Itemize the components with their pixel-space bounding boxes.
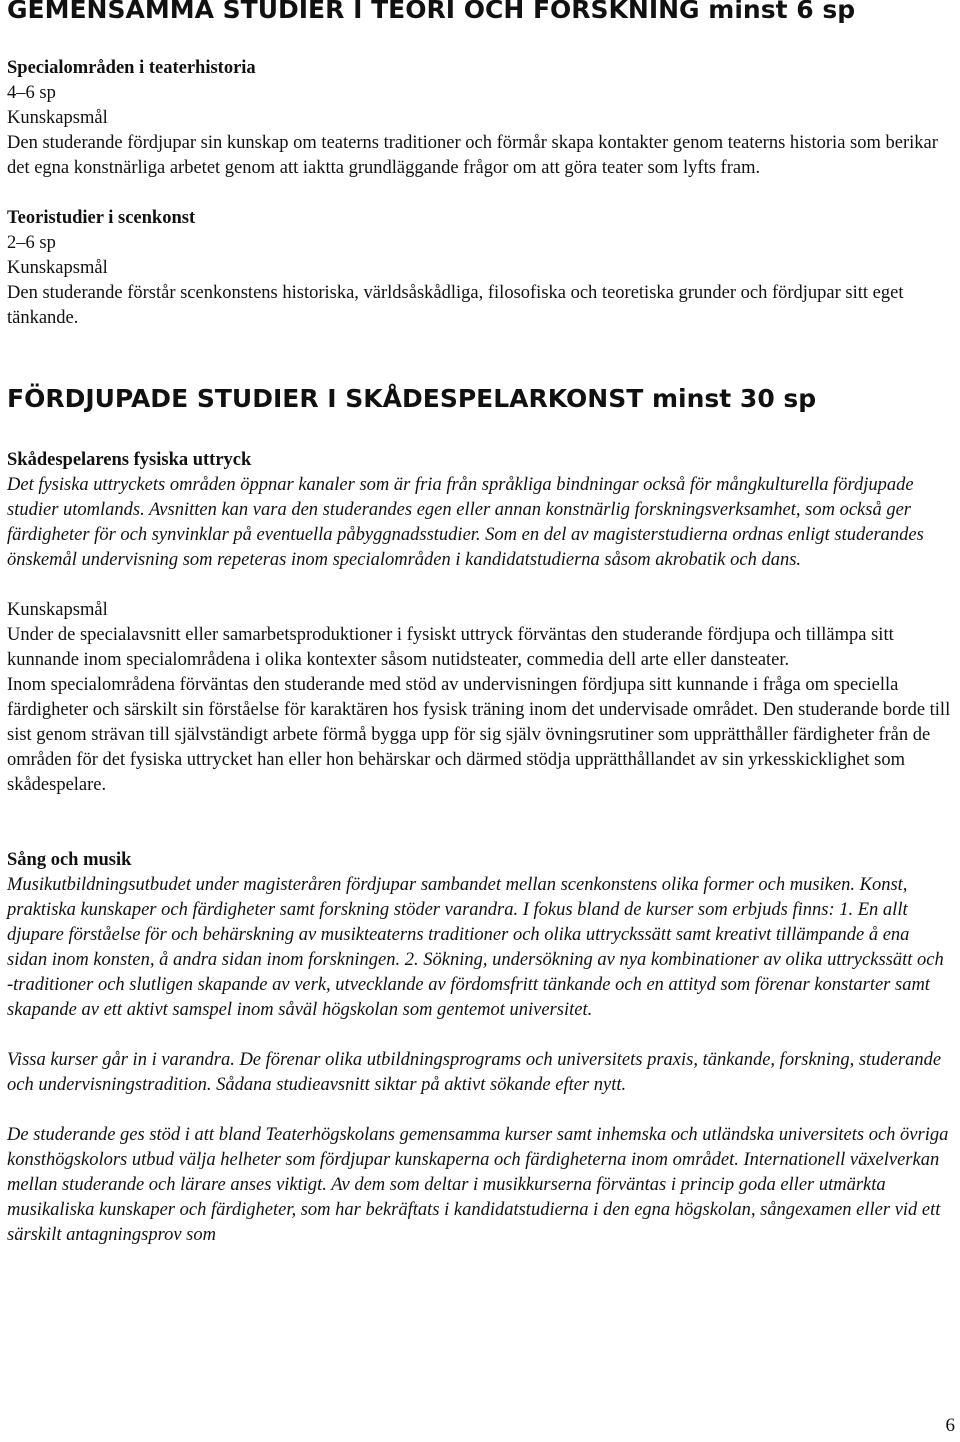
course-paragraph: De studerande ges stöd i att bland Teaterhögskolans gemensamma kurser samt inhemska och utländska universitets och övriga konsthögskolors utbud välja helheter som fördjupar kunskaperna och färdigheterna inom området. Internationell växelverkan mellan studerande och lärare anses viktigt. Av dem som deltar i musikkurserna förväntas i princip goda eller utmärkta musikaliska kunskaper och färdigheter, som har bekräftats i kandidatstudierna i den egna högskolan, sångexamen eller vid ett särskilt antagningsprov som: [7, 1125, 949, 1245]
page-number: 6: [945, 1415, 955, 1436]
course-description: Den studerande förstår scenkonstens historiska, världsåskådliga, filosofiska och teoretiska grunder och fördjupar sitt eget tänkande.: [7, 283, 904, 328]
course-title: Skådespelarens fysiska uttryck: [7, 450, 252, 470]
course-paragraph: Vissa kurser går in i varandra. De förenar olika utbildningsprograms och universitets praxis, tänkande, forskning, studerande och undervisningstradition. Sådana studieavsnitt siktar på aktivt sökande efter nytt.: [7, 1050, 942, 1095]
knowledge-goals-label: Kunskapsmål: [7, 108, 108, 128]
course-theory-studies: [7, 206, 953, 331]
course-paragraph: Musikutbildningsutbudet under magisteråren fördjupar sambandet mellan scenkonstens olika former och musiken. Konst, praktiska kunskaper och färdigheter samt forskning stöder varandra. I fokus bland de kurser som erbjuds finns: 1. En allt djupare förståelse för och behärskning av musikteaterns traditioner och olika uttryckssätt samt kreativt tillämpande å ena sidan inom konsten, å andra sidan inom forskningen. 2. Sökning, undersökning av nya kombinationer av olika uttryckssätt och -traditioner och slutligen skapande av verk, utvecklande av fördomsfritt tänkande och en attityd som förenar konstarter samt skapande av ett aktivt samspel inom såväl högskolan som gentemot universitet.: [7, 875, 944, 1020]
course-credits: 2–6 sp: [7, 233, 56, 253]
knowledge-goals-label: Kunskapsmål: [7, 600, 108, 620]
course-description: Den studerande fördjupar sin kunskap om teaterns traditioner och förmår skapa kontakter genom teaterns historia som berikar det egna konstnärliga arbetet genom att iaktta grundläggande frågor om att göra teater som lyfts fram.: [7, 133, 938, 178]
course-theatre-history: [7, 56, 953, 181]
course-description: Inom specialområdena förväntas den studerande med stöd av undervisningen fördjupa sitt kunnande i fråga om speciella färdigheter och särskilt sin förståelse för karaktären hos fysisk träning inom det undervisade området. Den studerande borde till sist genom strävan till självständigt arbete förmå bygga upp för sig själv övningsrutiner som upprätthåller färdigheter från de områden för det fysiska uttrycket han eller hon behärskar och därmed stödja upprätthållandet av sin yrkesskicklighet som skådespelare.: [7, 675, 951, 795]
course-title: Teoristudier i scenkonst: [7, 208, 196, 228]
course-title: Specialområden i teaterhistoria: [7, 58, 256, 78]
document-page: [7, 0, 953, 1248]
course-description: Under de specialavsnitt eller samarbetsproduktioner i fysiskt uttryck förväntas den studerande fördjupa och tillämpa sitt kunnande inom specialområdena i olika kontexter såsom nutidsteater, commedia dell arte eller dansteater.: [7, 625, 894, 670]
course-credits: 4–6 sp: [7, 83, 56, 103]
knowledge-goals-label: Kunskapsmål: [7, 258, 108, 278]
course-physical-expression: [7, 448, 953, 798]
course-intro: Det fysiska uttryckets områden öppnar kanaler som är fria från språkliga bindningar också för mångkulturella fördjupade studier utomlands. Avsnitten kan vara den studerandes egen eller annan konstnärlig forskningsverksamhet, som också ger färdigheter för och synvinklar på eventuella påbyggnadsstudier. Som en del av magisterstudierna ordnas enligt studerandes önskemål undervisning som repeteras inom specialområden i kandidatstudierna såsom akrobatik och dans.: [7, 475, 924, 570]
course-title: Sång och musik: [7, 850, 132, 870]
heading-acting-studies: FÖRDJUPADE STUDIER I SKÅDESPELARKONST minst 30 sp: [7, 384, 817, 413]
heading-theory-studies: GEMENSAMMA STUDIER I TEORI OCH FORSKNING minst 6 sp: [7, 0, 856, 24]
course-song-and-music: [7, 848, 953, 1248]
